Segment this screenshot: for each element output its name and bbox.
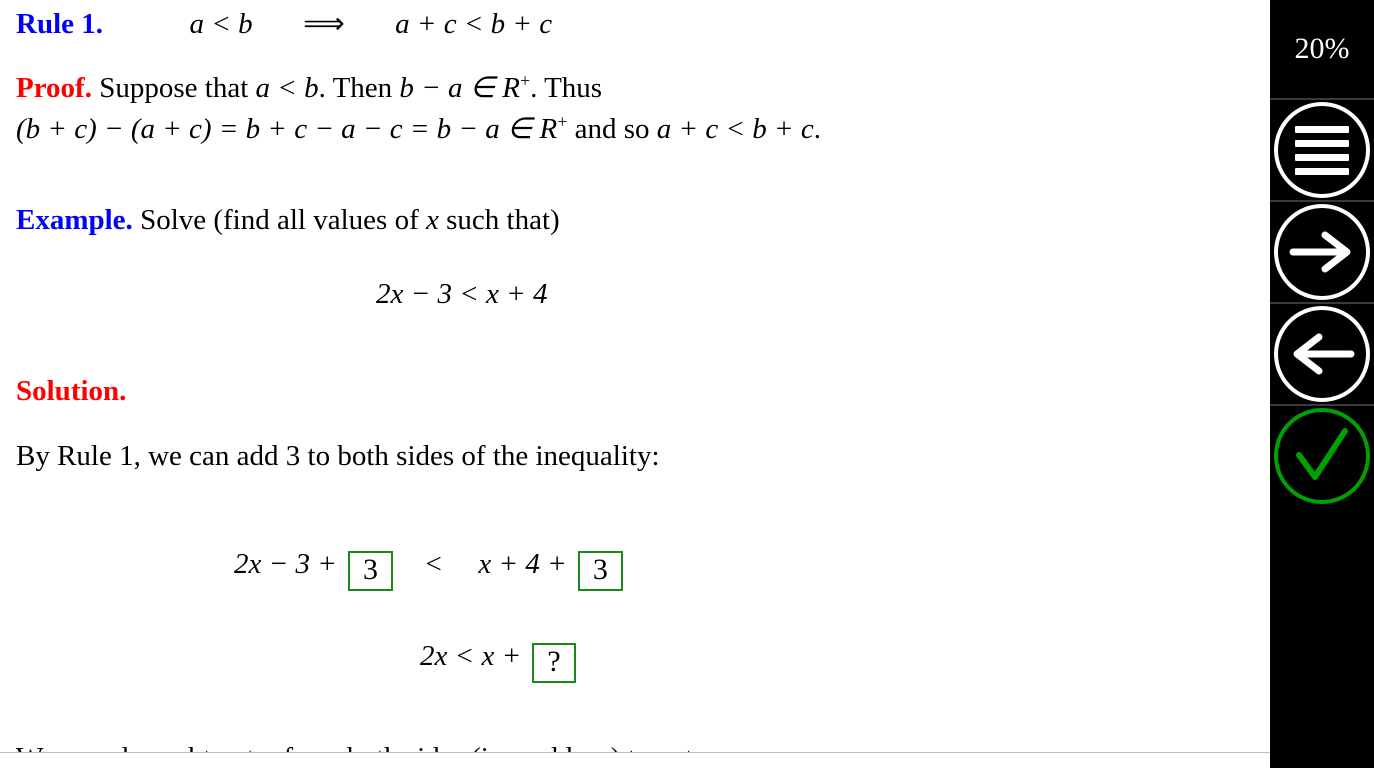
proof-line-2 xyxy=(16,111,821,146)
example-line xyxy=(16,204,560,237)
solution-intro: By Rule 1, we can add 3 to both sides of the inequality: xyxy=(16,440,660,472)
solution-step-1 xyxy=(234,548,627,591)
menu-icon-lines xyxy=(1295,126,1349,175)
proof-superscript-1: + xyxy=(519,70,531,91)
implies-symbol: ⟹ xyxy=(303,8,345,40)
proof-label: Proof. xyxy=(16,72,92,104)
menu-icon xyxy=(1274,102,1370,198)
proof-text-1: Suppose that xyxy=(99,72,256,104)
menu-button[interactable] xyxy=(1270,100,1374,200)
solution-step-2 xyxy=(420,640,580,683)
rule-label: Rule 1. xyxy=(16,8,103,40)
proof-text-3: . Thus xyxy=(530,72,603,104)
example-label: Example. xyxy=(16,204,133,236)
page-bottom-mask xyxy=(0,753,1270,768)
rule-statement-line xyxy=(16,6,552,41)
proof-text-5: . xyxy=(813,113,821,145)
answer-box-2[interactable]: 3 xyxy=(578,551,623,591)
previous-button[interactable] xyxy=(1270,304,1374,404)
rule-statement-lhs: a < b xyxy=(189,8,253,40)
arrow-left-icon-svg xyxy=(1289,331,1355,377)
proof-math-2: b − a ∈ R xyxy=(399,72,520,104)
check-button[interactable] xyxy=(1270,406,1374,506)
example-text-1: Solve (find all values of xyxy=(140,204,426,236)
proof-math-4: a + c < b + c xyxy=(656,113,814,145)
check-icon-svg xyxy=(1291,425,1353,487)
arrow-left-icon xyxy=(1274,306,1370,402)
proof-math-1: a < b xyxy=(255,72,319,104)
answer-box-1[interactable]: 3 xyxy=(348,551,393,591)
solution-heading xyxy=(16,375,126,408)
proof-superscript-2: + xyxy=(557,111,568,132)
solution-label: Solution. xyxy=(16,375,127,407)
proof-math-3: (b + c) − (a + c) = b + c − a − c = b − a ∈ R xyxy=(16,113,558,145)
zoom-level-label: 20% xyxy=(1294,32,1350,65)
example-text-2: such that) xyxy=(438,204,560,236)
step2-lhs: 2x < x + xyxy=(420,640,522,672)
rule-statement-rhs: a + c < b + c xyxy=(395,8,553,40)
proof-text-2: . Then xyxy=(318,72,400,104)
arrow-right-icon xyxy=(1274,204,1370,300)
step1-lhs: 2x − 3 + xyxy=(234,548,337,580)
check-icon xyxy=(1274,408,1370,504)
step1-relation: < xyxy=(425,548,442,580)
example-equation: 2x − 3 < x + 4 xyxy=(376,278,548,310)
step1-rhs: x + 4 + xyxy=(478,548,567,580)
arrow-right-icon-svg xyxy=(1289,229,1355,275)
zoom-level-display[interactable] xyxy=(1270,0,1374,98)
answer-box-3[interactable]: ? xyxy=(532,643,575,683)
right-toolbar xyxy=(1270,0,1374,768)
next-button[interactable] xyxy=(1270,202,1374,302)
proof-line-1 xyxy=(16,70,602,105)
proof-text-4: and so xyxy=(567,113,657,145)
example-math: x xyxy=(425,204,439,236)
